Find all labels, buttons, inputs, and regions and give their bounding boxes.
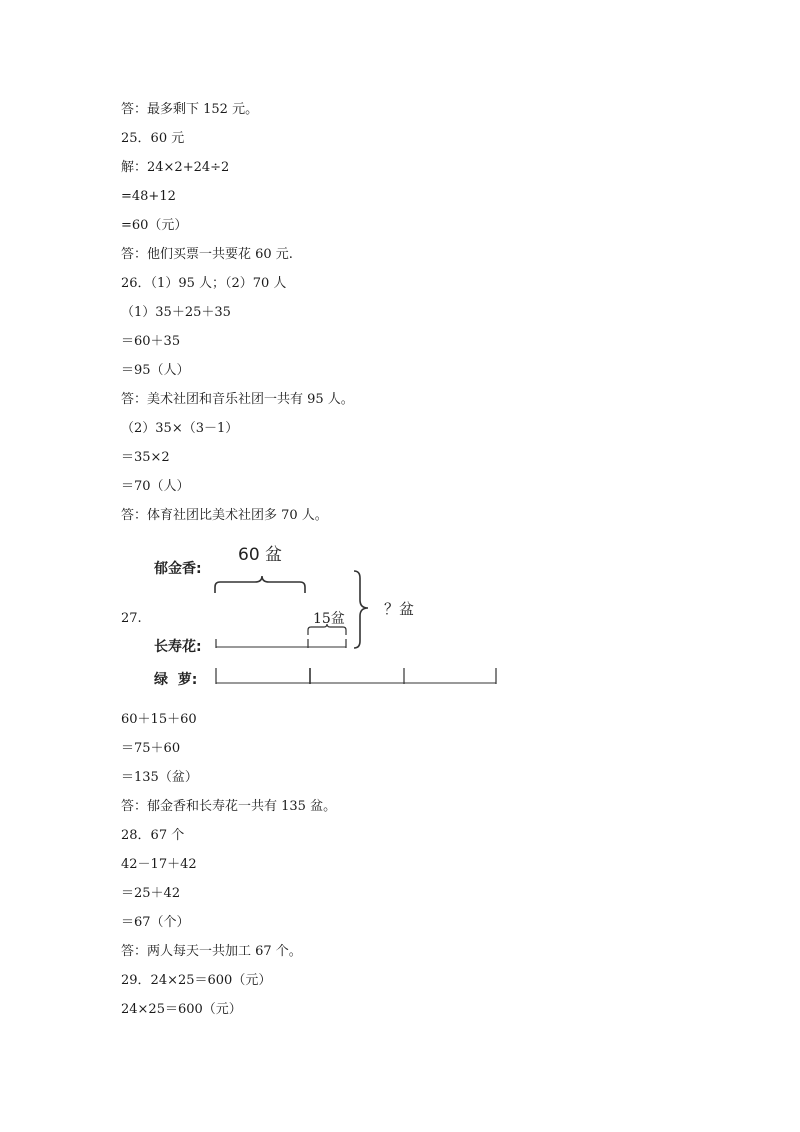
- solution-26-1-step-2: ＝60＋35: [121, 334, 181, 349]
- question-26-heading: 26．（1）95 人；（2）70 人: [121, 276, 287, 291]
- solution-28-step-3: ＝67（个）: [121, 915, 190, 930]
- solution-26-2-step-3: ＝70（人）: [121, 479, 190, 494]
- solution-28-step-2: ＝25＋42: [121, 886, 181, 901]
- solution-26-2-step-1: （2）35×（3－1）: [121, 421, 239, 436]
- extra-amount-label: 15盆: [313, 611, 345, 627]
- total-brace: [354, 571, 368, 648]
- solution-27-step-2: ＝75＋60: [121, 741, 181, 756]
- solution-27-step-1: 60＋15＋60: [121, 712, 197, 727]
- solution-29-step-1: 24×25＝600（元）: [121, 1002, 242, 1017]
- solution-28-step-1: 42－17＋42: [121, 857, 197, 872]
- question-27-number: 27.: [121, 611, 142, 626]
- total-question-label: ？盆: [384, 600, 415, 618]
- solution-26-2-step-2: ＝35×2: [121, 450, 170, 465]
- solution-25-step-3: =60（元）: [121, 218, 188, 233]
- solution-25-step-2: =48+12: [121, 189, 176, 204]
- line-segment-diagram: [150, 538, 450, 688]
- row2-label: 长寿花:: [154, 639, 202, 655]
- question-28-heading: 28．67 个: [121, 828, 185, 843]
- solution-25-step-1: 解：24×2+24÷2: [121, 160, 230, 175]
- row1-label: 郁金香:: [154, 561, 202, 577]
- top-amount-label: 60 盆: [238, 545, 283, 565]
- answer-26-2: 答：体育社团比美术社团多 70 人。: [121, 508, 328, 523]
- answer-26-1: 答：美术社团和音乐社团一共有 95 人。: [121, 392, 354, 407]
- answer-28: 答：两人每天一共加工 67 个。: [121, 944, 302, 959]
- answer-27: 答：郁金香和长寿花一共有 135 盆。: [121, 799, 337, 814]
- top-brace: [215, 576, 305, 593]
- question-25-heading: 25．60 元: [121, 131, 185, 146]
- answer-25: 答：他们买票一共要花 60 元.: [121, 247, 293, 262]
- answer-line-remaining-money: 答：最多剩下 152 元。: [121, 102, 259, 117]
- solution-27-step-3: ＝135（盆）: [121, 770, 198, 785]
- solution-26-1-step-1: （1）35＋25＋35: [121, 305, 231, 320]
- row3-label: 绿 萝:: [154, 672, 198, 688]
- question-29-heading: 29．24×25＝600（元）: [121, 973, 272, 988]
- solution-26-1-step-3: ＝95（人）: [121, 363, 190, 378]
